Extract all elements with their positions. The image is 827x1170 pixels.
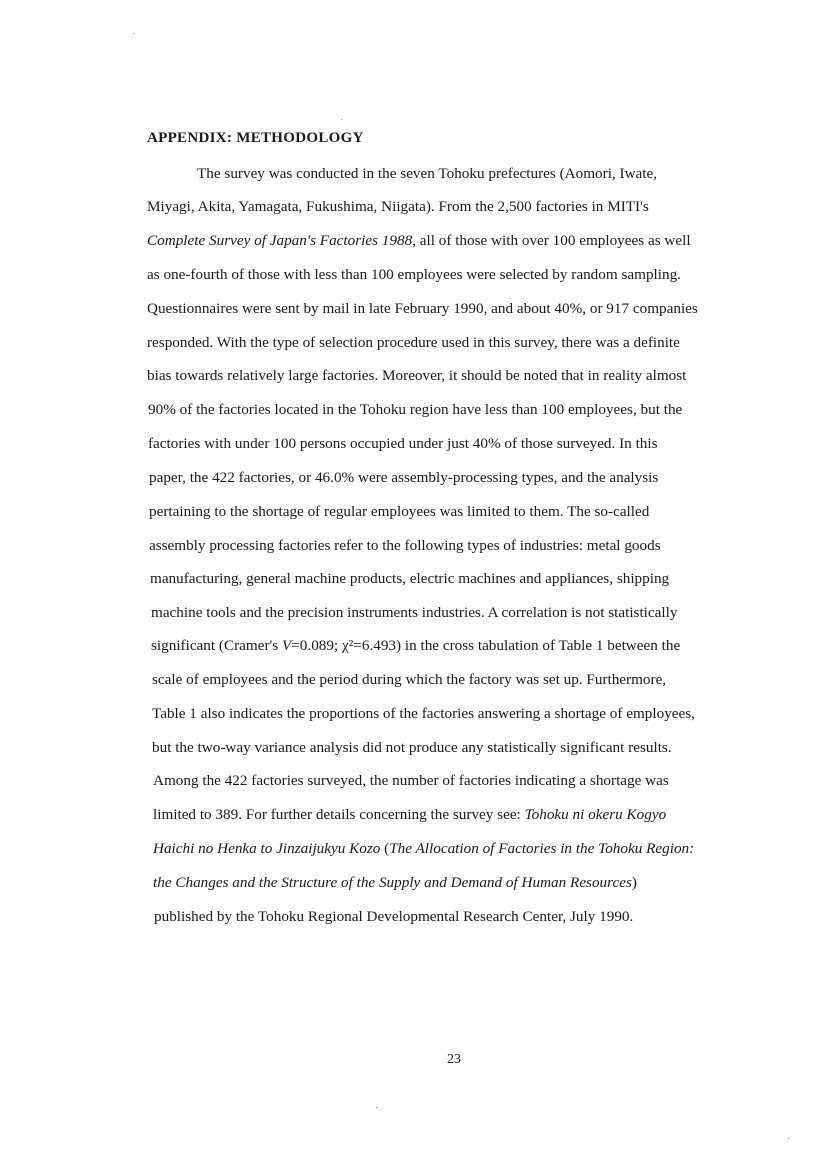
body-line: limited to 389. For further details concerning the survey see: Tohoku ni okeru Kogyo — [153, 806, 667, 823]
body-line: published by the Tohoku Regional Developmental Research Center, July 1990. — [154, 908, 634, 925]
body-line: manufacturing, general machine products, electric machines and appliances, shipping — [150, 570, 670, 587]
body-line: Complete Survey of Japan's Factories 1988, all of those with over 100 employees as well — [147, 232, 691, 249]
body-line: Table 1 also indicates the proportions of the factories answering a shortage of employees, — [152, 705, 695, 722]
body-line: 90% of the factories located in the Tohoku region have less than 100 employees, but the — [148, 401, 683, 418]
body-line: pertaining to the shortage of regular employees was limited to them. The so-called — [149, 503, 650, 520]
body-line: Questionnaires were sent by mail in late February 1990, and about 40%, or 917 companies — [147, 300, 698, 317]
scan-speck — [788, 1138, 789, 1139]
body-line: the Changes and the Structure of the Supply and Demand of Human Resources) — [153, 874, 637, 891]
body-line: as one-fourth of those with less than 100 employees were selected by random sampling. — [147, 266, 681, 283]
body-line: machine tools and the precision instruments industries. A correlation is not statistically — [151, 604, 678, 621]
scan-speck — [341, 119, 342, 120]
appendix-heading: APPENDIX: METHODOLOGY — [147, 130, 364, 146]
body-line: bias towards relatively large factories. Moreover, it should be noted that in reality almost — [147, 367, 687, 384]
body-line: scale of employees and the period during which the factory was set up. Furthermore, — [152, 671, 667, 688]
page-number: 23 — [447, 1052, 461, 1067]
scan-speck — [376, 1107, 377, 1108]
body-line: significant (Cramer's V=0.089; χ²=6.493) in the cross tabulation of Table 1 between the — [151, 637, 681, 654]
body-line: but the two-way variance analysis did not produce any statistically significant results. — [152, 739, 672, 756]
body-line: Among the 422 factories surveyed, the number of factories indicating a shortage was — [153, 772, 669, 789]
body-line: factories with under 100 persons occupied under just 40% of those surveyed. In this — [148, 435, 658, 452]
body-line: paper, the 422 factories, or 46.0% were assembly-processing types, and the analysis — [149, 469, 659, 486]
body-line: assembly processing factories refer to the following types of industries: metal goods — [149, 537, 661, 554]
body-line: Haichi no Henka to Jinzaijukyu Kozo (The Allocation of Factories in the Tohoku Region: — [153, 840, 695, 857]
body-line: responded. With the type of selection procedure used in this survey, there was a definite — [147, 334, 680, 351]
body-line: The survey was conducted in the seven Tohoku prefectures (Aomori, Iwate, — [197, 165, 658, 182]
body-line: Miyagi, Akita, Yamagata, Fukushima, Niigata). From the 2,500 factories in MITI's — [147, 198, 649, 215]
scan-speck — [133, 33, 134, 34]
